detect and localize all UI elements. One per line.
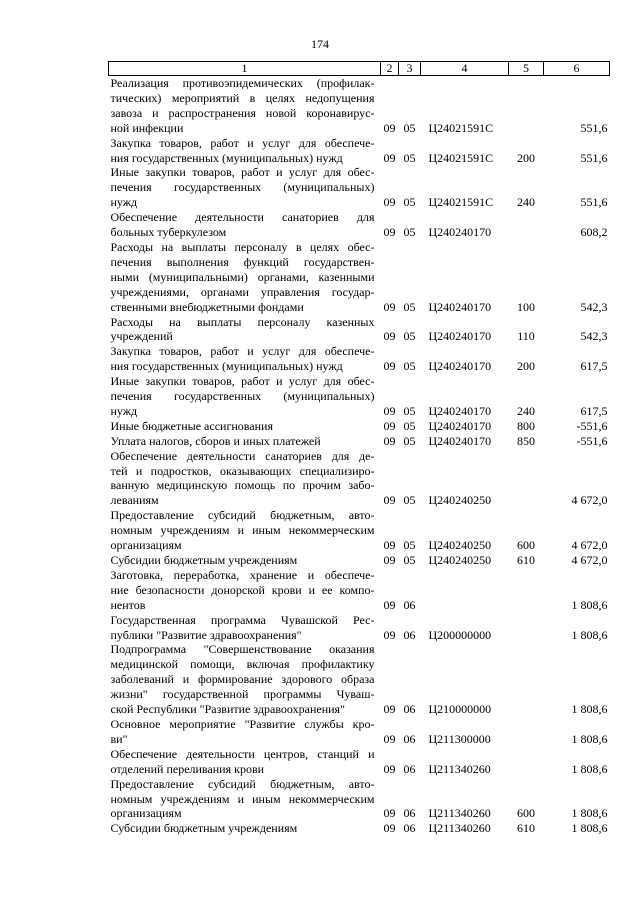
row-name: [109, 419, 381, 434]
row-subsection: 05: [403, 120, 416, 135]
row-name-line: Субсидии бюджетным учреждениям: [110, 553, 298, 567]
row-name: [109, 136, 381, 166]
row-section: 09: [383, 493, 396, 508]
row-name-line: Закупка товаров, работ и услуг для обеспече-: [110, 344, 375, 359]
row-name-line: ванную медицинскую помощь по прочим забо-: [110, 478, 375, 493]
row-target-article: Ц211300000: [428, 731, 491, 746]
table-row: [109, 240, 610, 315]
row-name-line: Обеспечение деятельности центров, станций и: [110, 746, 375, 761]
row-name-line: жизни" государственной программы Чуваш-: [110, 687, 375, 702]
row-section: 09: [383, 821, 396, 836]
table-row: [109, 434, 610, 449]
row-subsection: 05: [403, 359, 416, 374]
row-name-line: нентов: [110, 597, 146, 612]
row-expense-type: [509, 642, 544, 717]
row-amount: -551,6: [576, 433, 608, 448]
row-name-line: Предоставление субсидий бюджетным, авто-: [110, 776, 375, 791]
row-subsection: 05: [403, 418, 416, 433]
row-name-line: ной инфекции: [110, 120, 184, 135]
table-row: [109, 449, 610, 509]
row-name: [109, 434, 381, 449]
row-expense-type: [509, 76, 544, 136]
row-name-line: леваниям: [110, 493, 159, 508]
row-target-article: Ц240240170: [428, 225, 492, 240]
row-name-line: ние безопасности донорской крови и ее компо-: [110, 582, 375, 597]
row-name-line: больных туберкулезом: [110, 225, 227, 240]
table-row: [109, 747, 610, 777]
row-section: 09: [383, 195, 396, 210]
row-name-line: медицинской помощи, включая профилактику: [110, 657, 375, 672]
row-name: [109, 344, 381, 374]
row-amount: 1 808,6: [571, 702, 608, 717]
row-subsection: 06: [403, 597, 416, 612]
row-expense-type: [509, 613, 544, 643]
table-row: [109, 344, 610, 374]
row-target-article: Ц24021591С: [428, 195, 494, 210]
row-name: [109, 821, 381, 836]
table-row: [109, 642, 610, 717]
row-subsection: 05: [403, 225, 416, 240]
row-name: [109, 553, 381, 568]
row-target-article: Ц210000000: [428, 702, 492, 717]
row-name-line: Закупка товаров, работ и услуг для обеспече-: [110, 135, 375, 150]
row-amount: 542,3: [580, 329, 608, 344]
row-subsection: 06: [403, 761, 416, 776]
row-target-article: Ц240240170: [428, 299, 492, 314]
row-amount: 608,2: [580, 225, 608, 240]
row-name-line: Заготовка, переработка, хранение и обеспече-: [110, 567, 375, 582]
row-section: 09: [383, 403, 396, 418]
row-target-article: Ц211340260: [428, 761, 491, 776]
row-target-article: Ц24021591С: [428, 120, 494, 135]
row-name: [109, 717, 381, 747]
table-row: [109, 821, 610, 836]
row-section: 09: [383, 553, 396, 567]
row-target-article: Ц240240170: [428, 403, 492, 418]
row-subsection: 05: [403, 329, 416, 344]
row-target-article: [421, 568, 509, 613]
row-section: 09: [383, 731, 396, 746]
row-amount: 1 808,6: [571, 731, 608, 746]
row-subsection: 05: [403, 299, 416, 314]
row-section: 09: [383, 150, 396, 165]
row-name-line: ния государственных (муниципальных) нужд: [110, 150, 343, 165]
table-row: [109, 508, 610, 553]
table-row: [109, 613, 610, 643]
row-name-line: номным учреждениям и иным некоммерческим: [110, 523, 375, 538]
row-amount: 551,6: [580, 195, 608, 210]
row-name-line: ственными внебюджетными фондами: [110, 299, 304, 314]
row-expense-type: [509, 210, 544, 240]
row-name-line: организациям: [110, 538, 182, 553]
row-amount: 542,3: [580, 299, 608, 314]
table-row: [109, 136, 610, 166]
row-name-line: нужд: [110, 195, 138, 210]
row-subsection: 05: [403, 538, 416, 553]
row-subsection: 06: [403, 627, 416, 642]
row-target-article: Ц24021591С: [428, 150, 494, 165]
row-name-line: ской Республики "Развитие здравоохранения": [110, 702, 345, 717]
row-section: 09: [383, 433, 396, 448]
row-subsection: 06: [403, 702, 416, 717]
row-name: [109, 240, 381, 315]
row-name-line: Расходы на выплаты персоналу в целях обес-: [110, 239, 375, 254]
row-name-line: Субсидии бюджетным учреждениям: [110, 821, 298, 836]
row-expense-type: 240: [517, 403, 535, 418]
row-name: [109, 315, 381, 345]
row-name-line: учреждений: [110, 329, 173, 344]
row-name-line: Реализация противоэпидемических (профилак-: [110, 76, 375, 90]
row-expense-type: 610: [517, 553, 535, 567]
row-subsection: 05: [403, 195, 416, 210]
row-name-line: Расходы на выплаты персоналу казенных: [110, 314, 375, 329]
row-name-line: тических) мероприятий в целях недопущения: [110, 90, 375, 105]
row-target-article: Ц240240170: [428, 359, 492, 374]
table-row: [109, 165, 610, 210]
row-name-line: Предоставление субсидий бюджетным, авто-: [110, 508, 375, 523]
row-amount: 1 808,6: [571, 821, 608, 836]
row-section: 09: [383, 806, 396, 821]
column-header-1: 1: [109, 62, 381, 76]
row-name-line: Иные закупки товаров, работ и услуг для обес-: [110, 165, 375, 180]
row-target-article: Ц200000000: [428, 627, 492, 642]
row-subsection: 05: [403, 433, 416, 448]
table-row: [109, 568, 610, 613]
row-name-line: ными (муниципальными) органами, казенными: [110, 269, 375, 284]
row-subsection: 05: [403, 150, 416, 165]
budget-table: [108, 61, 610, 836]
row-target-article: Ц240240250: [428, 553, 492, 567]
row-name: [109, 210, 381, 240]
row-section: 09: [383, 299, 396, 314]
row-name-line: завоза и распространения новой коронавирус-: [110, 105, 375, 120]
row-name: [109, 76, 381, 136]
row-name-line: ния государственных (муниципальных) нужд: [110, 359, 343, 374]
row-subsection: 06: [403, 821, 416, 836]
row-section: 09: [383, 702, 396, 717]
row-target-article: Ц240240170: [428, 329, 492, 344]
row-name: [109, 613, 381, 643]
row-expense-type: 240: [517, 195, 535, 210]
table-row: [109, 419, 610, 434]
row-subsection: 06: [403, 731, 416, 746]
row-name-line: Государственная программа Чувашской Рес-: [110, 612, 375, 627]
row-section: 09: [383, 329, 396, 344]
row-name: [109, 165, 381, 210]
table-row: [109, 717, 610, 747]
row-name-line: Подпрограмма "Совершенствование оказания: [110, 642, 375, 657]
row-amount: 617,5: [580, 359, 608, 374]
row-name-line: печения выполнения функций государствен-: [110, 254, 375, 269]
row-target-article: Ц211340260: [428, 821, 491, 836]
row-section: 09: [383, 418, 396, 433]
row-name-line: печения государственных (муниципальных): [110, 389, 375, 404]
row-name-line: учреждениями, органами управления государ-: [110, 284, 375, 299]
row-expense-type: 850: [517, 433, 535, 448]
row-amount: 1 808,6: [571, 761, 608, 776]
row-target-article: Ц240240170: [428, 433, 492, 448]
row-name-line: Обеспечение деятельности санаториев для де-: [110, 448, 375, 463]
row-name: [109, 449, 381, 509]
table-row: [109, 777, 610, 822]
row-section: 09: [383, 761, 396, 776]
row-amount: 1 808,6: [571, 627, 608, 642]
column-header-2: 2: [381, 62, 399, 76]
row-name: [109, 642, 381, 717]
row-section: 09: [383, 359, 396, 374]
row-target-article: Ц240240170: [428, 418, 492, 433]
row-section: 09: [383, 627, 396, 642]
row-name-line: отделений переливания крови: [110, 761, 265, 776]
row-amount: 1 808,6: [571, 597, 608, 612]
row-name-line: публики "Развитие здравоохранения": [110, 627, 302, 642]
row-expense-type: 600: [517, 538, 535, 553]
row-target-article: Ц211340260: [428, 806, 491, 821]
row-amount: 551,6: [580, 150, 608, 165]
row-expense-type: 600: [517, 806, 535, 821]
row-target-article: Ц240240250: [428, 493, 492, 508]
row-name-line: Обеспечение деятельности санаториев для: [110, 210, 375, 225]
column-header-3: 3: [399, 62, 421, 76]
row-expense-type: 800: [517, 418, 535, 433]
row-expense-type: [509, 568, 544, 613]
table-row: [109, 374, 610, 419]
row-expense-type: [509, 747, 544, 777]
row-expense-type: 200: [517, 150, 535, 165]
page-number: 174: [311, 37, 329, 51]
row-amount: 617,5: [580, 403, 608, 418]
row-name-line: ви": [110, 731, 128, 746]
row-section: 09: [383, 597, 396, 612]
row-name: [109, 508, 381, 553]
row-target-article: Ц240240250: [428, 538, 492, 553]
column-header-6: 6: [544, 62, 610, 76]
table-header-row: [109, 62, 610, 76]
row-name-line: Уплата налогов, сборов и иных платежей: [110, 433, 321, 448]
row-name-line: организациям: [110, 806, 182, 821]
row-name-line: нужд: [110, 403, 138, 418]
row-amount: 1 808,6: [571, 806, 608, 821]
row-name-line: Иные закупки товаров, работ и услуг для обес-: [110, 374, 375, 389]
table-row: [109, 76, 610, 136]
row-expense-type: [509, 717, 544, 747]
row-section: 09: [383, 225, 396, 240]
row-expense-type: [509, 449, 544, 509]
row-name-line: Основное мероприятие "Развитие службы кро-: [110, 716, 375, 731]
row-expense-type: 200: [517, 359, 535, 374]
row-section: 09: [383, 120, 396, 135]
row-name: [109, 777, 381, 822]
row-amount: -551,6: [576, 418, 608, 433]
row-expense-type: 110: [517, 329, 535, 344]
row-subsection: 06: [403, 806, 416, 821]
table-row: [109, 553, 610, 568]
row-name-line: печения государственных (муниципальных): [110, 180, 375, 195]
row-subsection: 05: [403, 493, 416, 508]
row-name: [109, 374, 381, 419]
row-name-line: заболеваний и формирование здорового образа: [110, 672, 375, 687]
row-amount: 4 672,0: [571, 538, 608, 553]
table-body: [109, 76, 610, 837]
row-name-line: номным учреждениям и иным некоммерческим: [110, 791, 375, 806]
row-subsection: 05: [403, 403, 416, 418]
table-row: [109, 315, 610, 345]
row-amount: 4 672,0: [571, 553, 608, 567]
row-name: [109, 568, 381, 613]
row-subsection: 05: [403, 553, 416, 567]
column-header-4: 4: [421, 62, 509, 76]
table-row: [109, 210, 610, 240]
row-name-line: тей и подростков, оказывающих специализиро-: [110, 463, 375, 478]
row-section: 09: [383, 538, 396, 553]
column-header-5: 5: [509, 62, 544, 76]
row-name: [109, 747, 381, 777]
row-name-line: Иные бюджетные ассигнования: [110, 418, 273, 433]
row-expense-type: 100: [517, 299, 535, 314]
row-expense-type: 610: [517, 821, 535, 836]
row-amount: 4 672,0: [571, 493, 608, 508]
row-amount: 551,6: [580, 120, 608, 135]
